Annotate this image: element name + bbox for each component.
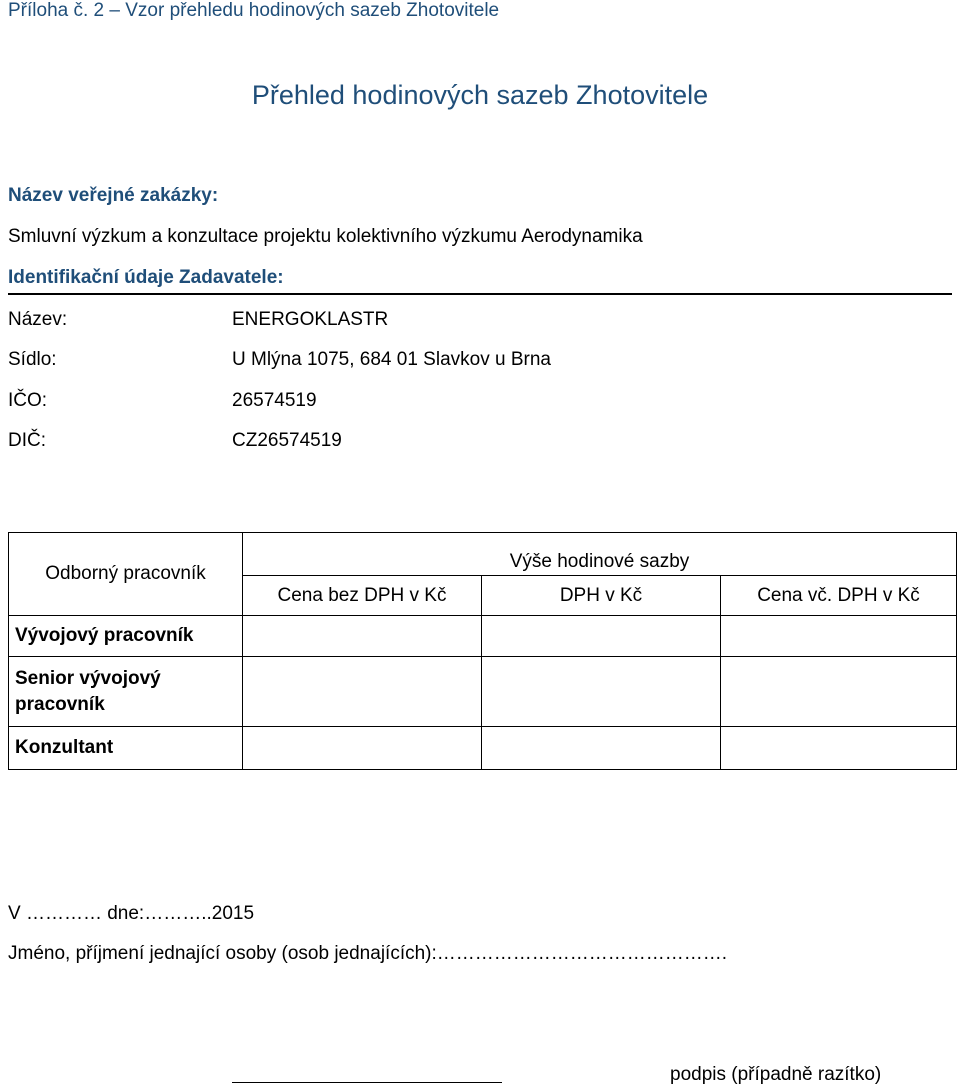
table-header-row <box>9 533 957 576</box>
row-role: Vývojový pracovník <box>9 616 243 657</box>
field-value-dic: CZ26574519 <box>232 430 342 451</box>
client-heading: Identifikační údaje Zadavatele: <box>8 267 284 288</box>
signatory-line: Jméno, příjmení jednající osoby (osob jednajících):………………………………………. <box>8 943 728 964</box>
cell-price-excl-vat[interactable] <box>243 727 482 770</box>
cell-price-incl-vat[interactable] <box>721 616 957 657</box>
worker-column-header: Odborný pracovník <box>9 533 243 616</box>
field-value-address: U Mlýna 1075, 684 01 Slavkov u Brna <box>232 349 551 370</box>
cell-price-incl-vat[interactable] <box>721 657 957 727</box>
field-value-ico: 26574519 <box>232 390 317 411</box>
table-row <box>9 727 957 770</box>
field-label-dic: DIČ: <box>8 430 46 451</box>
contract-label: Název veřejné zakázky: <box>8 185 219 206</box>
cell-price-excl-vat[interactable] <box>243 616 482 657</box>
field-label-ico: IČO: <box>8 390 48 411</box>
col-vat: DPH v Kč <box>482 576 721 616</box>
signature-label: podpis (případně razítko) <box>670 1064 882 1085</box>
cell-vat[interactable] <box>482 616 721 657</box>
table-row <box>9 657 957 727</box>
contract-name: Smluvní výzkum a konzultace projektu kolektivního výzkumu Aerodynamika <box>8 226 643 247</box>
cell-vat[interactable] <box>482 727 721 770</box>
appendix-heading: Příloha č. 2 – Vzor přehledu hodinových sazeb Zhotovitele <box>8 0 500 21</box>
page-title: Přehled hodinových sazeb Zhotovitele <box>251 80 709 110</box>
rate-group-header: Výše hodinové sazby <box>243 533 957 576</box>
signature-line <box>232 1082 502 1083</box>
rates-table <box>8 532 957 770</box>
heading-rule <box>8 293 952 295</box>
col-price-excl-vat: Cena bez DPH v Kč <box>243 576 482 616</box>
place-date-line: V ………… dne:………..2015 <box>8 903 255 924</box>
row-role: Konzultant <box>9 727 243 770</box>
cell-vat[interactable] <box>482 657 721 727</box>
cell-price-incl-vat[interactable] <box>721 727 957 770</box>
cell-price-excl-vat[interactable] <box>243 657 482 727</box>
field-label-name: Název: <box>8 309 68 330</box>
table-row <box>9 616 957 657</box>
col-price-incl-vat: Cena vč. DPH v Kč <box>721 576 957 616</box>
row-role: Senior vývojový pracovník <box>9 657 243 727</box>
field-value-name: ENERGOKLASTR <box>232 309 389 330</box>
field-label-address: Sídlo: <box>8 349 57 370</box>
